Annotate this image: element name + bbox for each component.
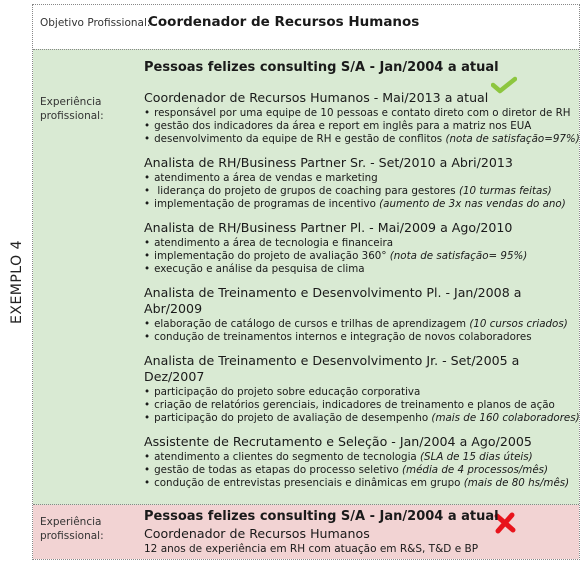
company-heading: Pessoas felizes consulting S/A - Jan/2004 a atual — [144, 60, 499, 75]
job-title: Coordenador de Recursos Humanos - Mai/2013 a atual — [144, 90, 489, 105]
responsibility-item — [144, 185, 576, 198]
resume-example-frame — [32, 4, 580, 560]
responsibility-text: execução e análise da pesquisa de clima — [154, 263, 365, 275]
responsibility-text: atendimento a área de vendas e marketing — [154, 172, 378, 184]
job-title: Analista de Treinamento e Desenvolvimento Jr. - Set/2005 a Dez/2007 — [144, 353, 520, 384]
responsibility-item — [144, 399, 576, 412]
job-responsibilities — [144, 386, 580, 425]
responsibility-text: participação do projeto sobre educação corporativa — [154, 386, 421, 398]
responsibility-item — [144, 263, 576, 276]
responsibility-text: atendimento a clientes do segmento de tecnologia — [154, 451, 417, 463]
job-entry — [144, 353, 580, 425]
job-entry — [144, 434, 576, 490]
result-note: (mais de 80 hs/mês) — [463, 477, 570, 489]
responsibility-text: participação do projeto de avaliação de desempenho — [154, 412, 429, 424]
experience-summary: 12 anos de experiência em RH com atuação em R&S, T&D e BP — [144, 543, 479, 555]
responsibility-item — [144, 172, 576, 185]
responsibility-item — [144, 250, 576, 263]
result-note: (SLA de 15 dias úteis) — [420, 451, 533, 463]
result-note: (aumento de 3x nas vendas do ano) — [379, 198, 566, 210]
responsibility-text: gestão de todas as etapas do processo seletivo — [154, 464, 399, 476]
job-list — [144, 90, 580, 490]
responsibility-item — [144, 318, 576, 331]
company-heading: Pessoas felizes consulting S/A - Jan/2004 a atual — [144, 509, 499, 524]
job-entry — [144, 155, 576, 211]
job-entry — [144, 90, 580, 146]
responsibility-item — [144, 464, 576, 477]
responsibility-text: atendimento a área de tecnologia e financeira — [154, 237, 394, 249]
responsibility-item — [144, 331, 576, 344]
job-entry — [144, 220, 576, 276]
job-title: Analista de RH/Business Partner Sr. - Set/2010 a Abri/2013 — [144, 155, 513, 170]
responsibility-item — [144, 237, 576, 250]
example-side-label — [4, 0, 30, 563]
example-label-text: EXEMPLO 4 — [9, 239, 26, 324]
result-note: (10 cursos criados) — [469, 318, 568, 330]
job-entry — [144, 285, 576, 344]
responsibility-item — [144, 198, 576, 211]
objective-value: Coordenador de Recursos Humanos — [148, 14, 420, 30]
experience-section-label: Experiência profissional: — [40, 96, 104, 122]
bad-experience-section — [33, 505, 579, 559]
objective-row — [33, 5, 579, 49]
responsibility-item — [144, 477, 576, 490]
result-note: (nota de satisfação=97%) — [445, 133, 580, 145]
responsibility-item — [144, 412, 580, 425]
job-responsibilities — [144, 172, 576, 211]
responsibility-text: implementação de programas de incentivo — [154, 198, 376, 210]
objective-label: Objetivo Profissional: — [40, 17, 151, 29]
responsibility-text: responsável por uma equipe de 10 pessoas e contato direto com o diretor de RH — [154, 107, 571, 119]
result-note: (média de 4 processos/mês) — [402, 464, 549, 476]
job-responsibilities — [144, 318, 576, 344]
job-title: Analista de Treinamento e Desenvolvimento Pl. - Jan/2008 a Abr/2009 — [144, 285, 522, 316]
job-title: Assistente de Recrutamento e Seleção - Jan/2004 a Ago/2005 — [144, 434, 532, 449]
responsibility-text: liderança do projeto de grupos de coaching para gestores — [154, 185, 456, 197]
good-experience-section — [33, 49, 579, 505]
result-note: (mais de 160 colaboradores) — [431, 412, 580, 424]
responsibility-text: criação de relatórios gerenciais, indicadores de treinamento e planos de ação — [154, 399, 555, 411]
experience-content — [144, 60, 580, 499]
result-note: (10 turmas feitas) — [458, 185, 552, 197]
responsibility-text: condução de entrevistas presenciais e dinâmicas em grupo — [154, 477, 461, 489]
job-title: Analista de RH/Business Partner Pl. - Mai/2009 a Ago/2010 — [144, 220, 513, 235]
responsibility-text: implementação do projeto de avaliação 360° — [154, 250, 387, 262]
job-responsibilities — [144, 237, 576, 276]
responsibility-item — [144, 120, 576, 133]
responsibility-item — [144, 107, 576, 120]
bad-experience-content — [144, 508, 499, 557]
responsibility-text: desenvolvimento da equipe de RH e gestão de conflitos — [154, 133, 443, 145]
responsibility-text: condução de treinamentos internos e integração de novos colaboradores — [154, 331, 532, 343]
responsibility-item — [144, 386, 576, 399]
responsibility-text: elaboração de catálogo de cursos e trilhas de aprendizagem — [154, 318, 467, 330]
responsibility-text: gestão dos indicadores da área e report em inglês para a matriz nos EUA — [154, 120, 532, 132]
responsibility-item — [144, 451, 576, 464]
job-responsibilities — [144, 107, 580, 146]
result-note: (nota de satisfação= 95%) — [389, 250, 528, 262]
job-title: Coordenador de Recursos Humanos — [144, 526, 370, 541]
experience-section-label: Experiência profissional: — [40, 516, 104, 542]
job-responsibilities — [144, 451, 576, 490]
responsibility-item — [144, 133, 580, 146]
